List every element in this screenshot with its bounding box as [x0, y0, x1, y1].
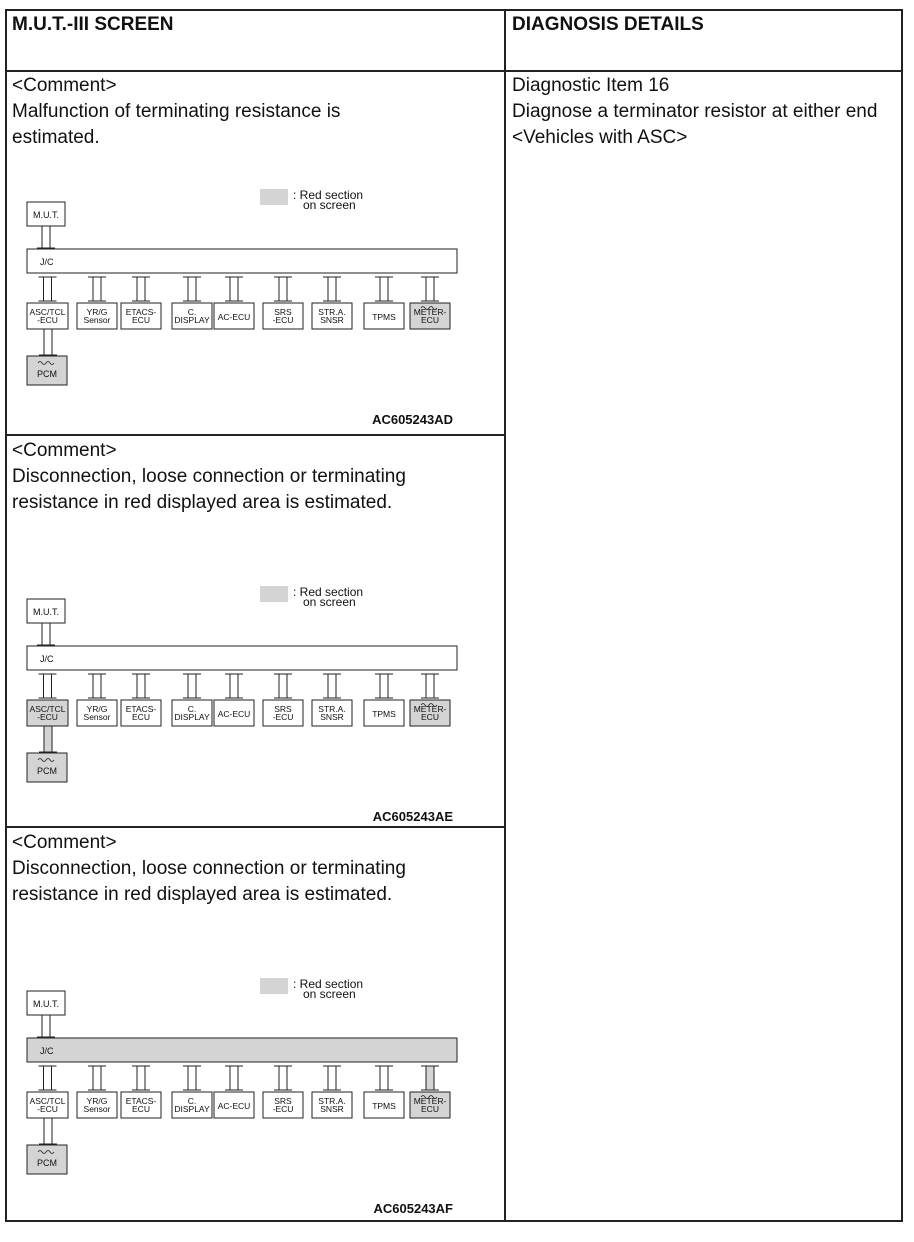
ecu-label: ASC/TCL: [29, 704, 66, 714]
ecu-label-2: DISPLAY: [174, 1104, 210, 1114]
ecu-connector: [93, 674, 101, 698]
ecu-label: C.: [187, 1096, 197, 1106]
ecu-label: SRS: [274, 307, 292, 317]
network-diagram: [7, 173, 504, 443]
ecu-connector: [230, 277, 238, 301]
ecu-connector: [426, 674, 434, 698]
ecu-connector: [279, 674, 287, 698]
diagnosis-details-header: DIAGNOSIS DETAILS: [512, 14, 704, 35]
section-divider: [7, 434, 504, 436]
comment-text: Disconnection, loose connection or terminating resistance in red displayed area is estimated.: [12, 466, 406, 513]
ecu-label: METER-: [413, 1096, 447, 1106]
ecu-label: YR/G: [86, 307, 108, 317]
network-diagram: [7, 962, 504, 1232]
ecu-connector: [137, 1066, 145, 1090]
ecu-label: AC-ECU: [217, 1101, 251, 1111]
ecu-connector: [137, 674, 145, 698]
ecu-label-2: SNSR: [320, 1104, 344, 1114]
ecu-label: TPMS: [372, 709, 396, 719]
ecu-connector: [328, 277, 336, 301]
ecu-label-2: ECU: [132, 1104, 150, 1114]
pcm-label: PCM: [37, 369, 57, 379]
ecu-connector: [380, 674, 388, 698]
section-divider: [7, 826, 504, 828]
ecu-label: TPMS: [372, 1101, 396, 1111]
ecu-connector: [44, 674, 52, 698]
ecu-label-2: ECU: [421, 1104, 439, 1114]
ecu-label-2: ECU: [421, 712, 439, 722]
legend-label-2: on screen: [303, 595, 356, 609]
ecu-label: METER-: [413, 704, 447, 714]
pcm-connector: [44, 329, 52, 355]
ecu-connector: [230, 674, 238, 698]
legend-label: : Red section: [293, 585, 364, 599]
ecu-connector: [328, 1066, 336, 1090]
mut-label: M.U.T.: [33, 999, 59, 1009]
pcm-connector: [44, 1118, 52, 1144]
ecu-label-2: DISPLAY: [174, 712, 210, 722]
mut-label: M.U.T.: [33, 607, 59, 617]
mut-connector: [42, 1015, 50, 1037]
diagnosis-table: [5, 9, 903, 1222]
ecu-label: ASC/TCL: [29, 1096, 66, 1106]
mut-connector: [42, 623, 50, 645]
ecu-label: STR.A.: [318, 704, 346, 714]
ecu-label-2: -ECU: [272, 1104, 294, 1114]
ecu-label-2: -ECU: [37, 315, 58, 325]
comment-label: <Comment>: [12, 440, 117, 461]
ecu-connector: [426, 277, 434, 301]
ecu-label: SRS: [274, 1096, 292, 1106]
ecu-connector: [93, 277, 101, 301]
comment-text: Malfunction of terminating resistance is estimated.: [12, 101, 341, 148]
legend-label-2: on screen: [303, 987, 356, 1001]
ecu-label-2: -ECU: [272, 712, 294, 722]
jc-bar: [27, 249, 457, 273]
ecu-label: YR/G: [86, 704, 108, 714]
header-divider: [7, 70, 901, 72]
ecu-label: ETACS-: [125, 307, 157, 317]
ecu-label: AC-ECU: [217, 709, 251, 719]
ecu-label-2: ECU: [421, 315, 439, 325]
pcm-label: PCM: [37, 766, 57, 776]
diagnostic-item: Diagnostic Item 16: [512, 75, 670, 96]
ecu-connector: [44, 277, 52, 301]
legend-label-2: on screen: [303, 198, 356, 212]
legend-label: : Red section: [293, 188, 364, 202]
figure-code: AC605243AD: [372, 412, 453, 427]
ecu-connector: [426, 1066, 434, 1090]
ecu-label: ASC/TCL: [29, 307, 66, 317]
comment-section: [7, 830, 504, 1222]
comment-section: [7, 438, 504, 828]
legend-label: : Red section: [293, 977, 364, 991]
comment-label: <Comment>: [12, 75, 117, 96]
pcm-label: PCM: [37, 1158, 57, 1168]
ecu-connector: [44, 1066, 52, 1090]
pcm-connector: [44, 726, 52, 752]
ecu-label: METER-: [413, 307, 447, 317]
jc-label: J/C: [40, 654, 54, 664]
jc-bar: [27, 1038, 457, 1062]
figure-code: AC605243AE: [372, 809, 453, 824]
comment-block: [12, 438, 492, 516]
ecu-label-2: ECU: [132, 712, 150, 722]
ecu-label-2: Sensor: [83, 712, 111, 722]
ecu-label: C.: [187, 704, 197, 714]
comment-text: Disconnection, loose connection or terminating resistance in red displayed area is estimated.: [12, 858, 406, 905]
mut-screen-header: M.U.T.-III SCREEN: [12, 14, 174, 35]
ecu-label: STR.A.: [318, 307, 346, 317]
figure-code: AC605243AF: [373, 1201, 453, 1216]
comment-block: [12, 830, 492, 908]
jc-label: J/C: [40, 257, 54, 267]
network-diagram: [7, 570, 504, 840]
ecu-label: TPMS: [372, 312, 396, 322]
diagnostic-description: Diagnose a terminator resistor at either end <Vehicles with ASC>: [512, 101, 878, 148]
ecu-connector: [188, 277, 196, 301]
diagnosis-details: [512, 73, 902, 151]
column-divider: [504, 11, 506, 1220]
jc-label: J/C: [40, 1046, 54, 1056]
ecu-label: AC-ECU: [217, 312, 251, 322]
ecu-label-2: SNSR: [320, 712, 344, 722]
ecu-connector: [137, 277, 145, 301]
ecu-connector: [380, 277, 388, 301]
jc-bar: [27, 646, 457, 670]
mut-connector: [42, 226, 50, 248]
ecu-label: YR/G: [86, 1096, 108, 1106]
ecu-label-2: -ECU: [37, 1104, 58, 1114]
ecu-label-2: -ECU: [37, 712, 58, 722]
legend-swatch: [260, 978, 288, 994]
comment-block: [12, 73, 492, 151]
ecu-label-2: Sensor: [83, 1104, 111, 1114]
ecu-label-2: SNSR: [320, 315, 344, 325]
ecu-connector: [380, 1066, 388, 1090]
legend-swatch: [260, 586, 288, 602]
ecu-label-2: Sensor: [83, 315, 111, 325]
ecu-connector: [188, 674, 196, 698]
ecu-connector: [279, 277, 287, 301]
ecu-label: ETACS-: [125, 704, 157, 714]
mut-label: M.U.T.: [33, 210, 59, 220]
ecu-label-2: -ECU: [272, 315, 294, 325]
ecu-connector: [230, 1066, 238, 1090]
ecu-connector: [188, 1066, 196, 1090]
comment-section: [7, 73, 504, 436]
ecu-label-2: DISPLAY: [174, 315, 210, 325]
comment-label: <Comment>: [12, 832, 117, 853]
ecu-label: STR.A.: [318, 1096, 346, 1106]
ecu-connector: [93, 1066, 101, 1090]
ecu-label: ETACS-: [125, 1096, 157, 1106]
ecu-label: C.: [187, 307, 197, 317]
ecu-connector: [328, 674, 336, 698]
ecu-connector: [279, 1066, 287, 1090]
legend-swatch: [260, 189, 288, 205]
ecu-label-2: ECU: [132, 315, 150, 325]
ecu-label: SRS: [274, 704, 292, 714]
